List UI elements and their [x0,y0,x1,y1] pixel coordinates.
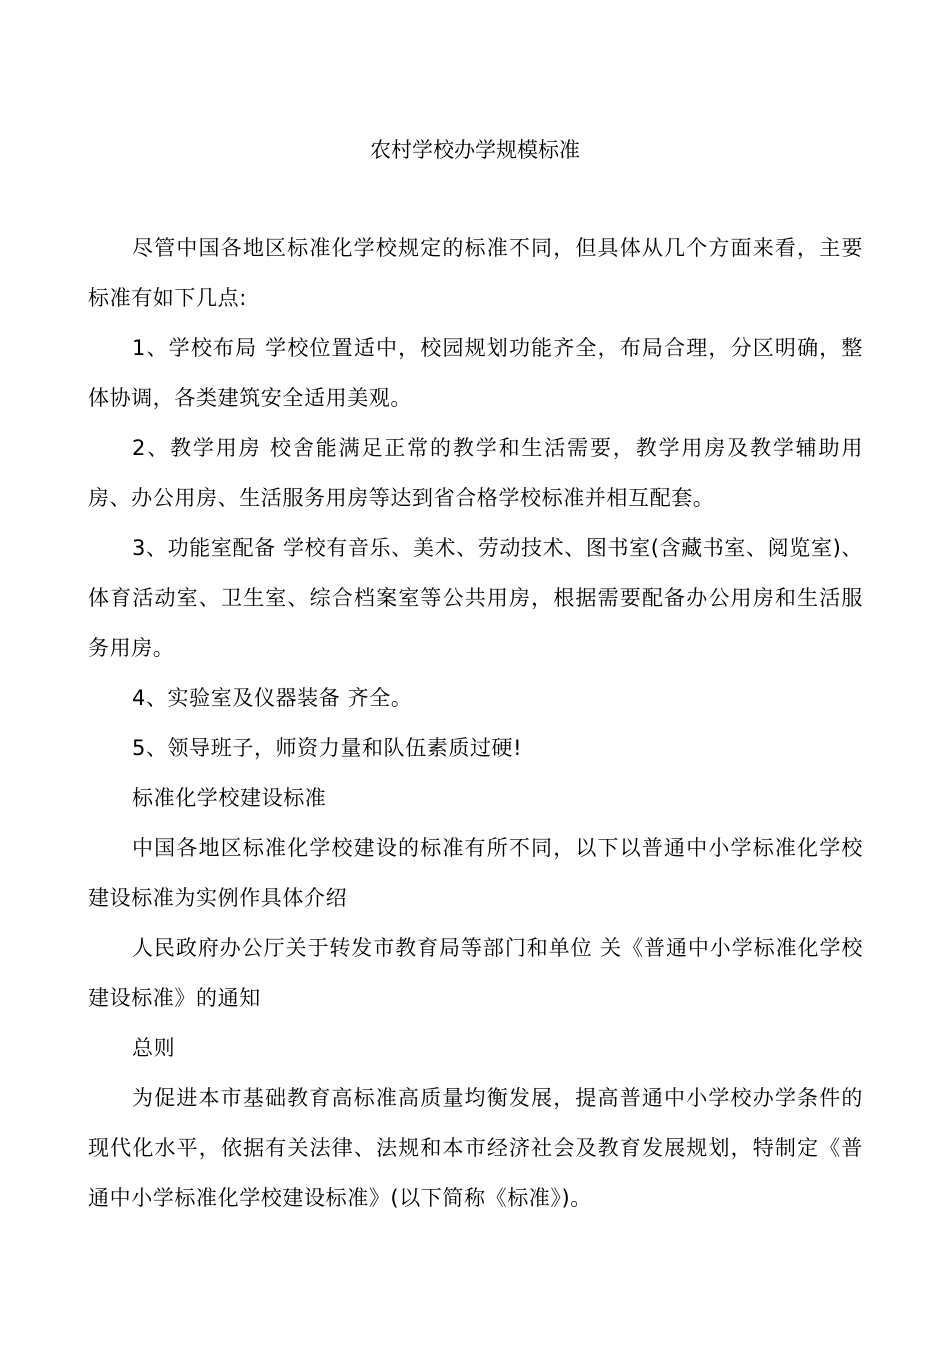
paragraph-laboratory: 4、实验室及仪器装备 齐全。 [132,686,413,710]
paragraph-notice: 人民政府办公厅关于转发市教育局等部门和单位 关《普通中小学标准化学校建设标准》的通知 [88,936,863,1010]
section-heading: 标准化学校建设标准 [132,786,327,810]
document-title: 农村学校办学规模标准 [370,138,580,162]
paragraph-purpose: 为促进本市基础教育高标准高质量均衡发展，提高普通中小学校办学条件的现代化水平，依据有关法律、法规和本市经济社会及教育发展规划，特制定《普通中小学标准化学校建设标准》(以下简称《标准》)。 [88,1086,863,1210]
paragraph-functional-rooms: 3、功能室配备 学校有音乐、美术、劳动技术、图书室(含藏书室、阅览室)、体育活动室、卫生室、综合档案室等公共用房，根据需要配备办公用房和生活服务用房。 [88,536,863,660]
general-provisions-heading: 总则 [132,1036,176,1060]
paragraph-standards-intro: 中国各地区标准化学校建设的标准有所不同，以下以普通中小学标准化学校建设标准为实例作具体介绍 [88,836,863,910]
paragraph-school-layout: 1、学校布局 学校位置适中，校园规划功能齐全，布局合理，分区明确，整体协调，各类建筑安全适用美观。 [88,336,863,410]
paragraph-leadership: 5、领导班子，师资力量和队伍素质过硬! [132,736,523,760]
paragraph-teaching-rooms: 2、教学用房 校舍能满足正常的教学和生活需要，教学用房及教学辅助用房、办公用房、生活服务用房等达到省合格学校标准并相互配套。 [88,436,863,510]
paragraph-intro: 尽管中国各地区标准化学校规定的标准不同，但具体从几个方面来看，主要标准有如下几点: [88,236,863,310]
